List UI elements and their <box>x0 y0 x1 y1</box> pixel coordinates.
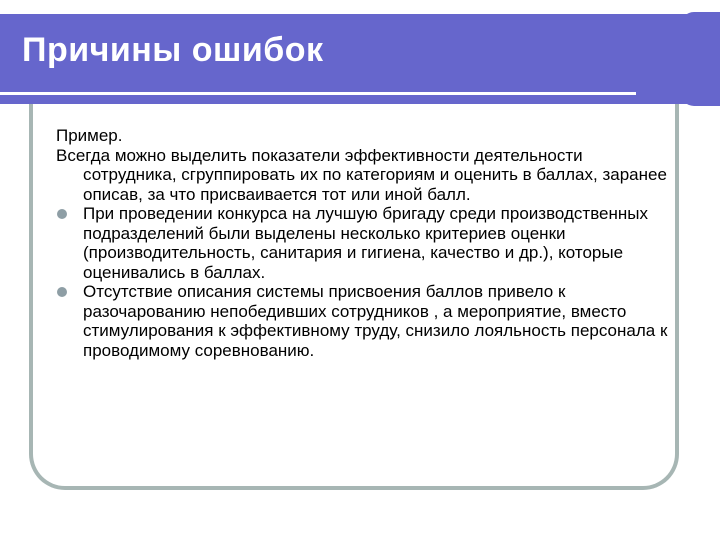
bullet-dot-icon <box>57 209 67 219</box>
title-underline <box>0 92 636 95</box>
slide-body <box>56 126 668 360</box>
bullet-item-1 <box>56 204 668 282</box>
bullet-text-2: Отсутствие описания системы присвоения баллов привело к разочарованию непобедивших сотрудников , а мероприятие, вместо стимулирования к эффективному труду, снизило лояльность персонала к проводимому соревнованию. <box>83 282 668 360</box>
body-paragraph: Всегда можно выделить показатели эффективности деятельности сотрудника, сгруппировать их по категориям и оценить в баллах, заранее описав, за что присваивается тот или иной балл. <box>56 145 667 204</box>
slide-title: Причины ошибок <box>22 31 324 69</box>
bullet-dot-icon <box>57 287 67 297</box>
bullet-text-1: При проведении конкурса на лучшую бригаду среди производственных подразделений были выделены несколько критериев оценки (производительность, санитария и гигиена, качество и др.), которые оценивались в баллах. <box>83 204 649 282</box>
title-banner-tab <box>680 12 720 106</box>
bullet-item-2 <box>56 282 668 360</box>
intro-line: Пример. <box>56 126 123 145</box>
